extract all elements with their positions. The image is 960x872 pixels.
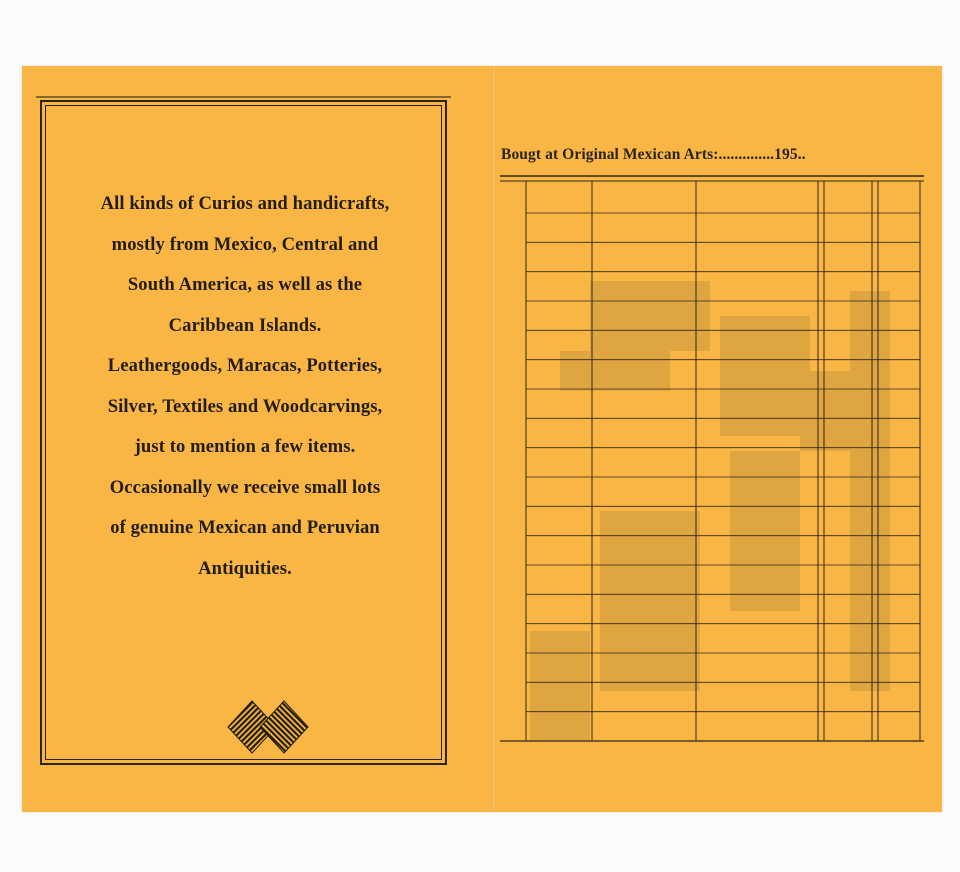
- text-line: Caribbean Islands.: [168, 314, 322, 336]
- faded-show-through-print: [530, 281, 890, 741]
- text-line: Silver, Textiles and Woodcarvings,: [107, 395, 383, 417]
- text-line: South America, as well as the: [127, 274, 363, 295]
- ghost-block: [530, 631, 590, 741]
- text-line: Antiquities.: [198, 557, 292, 579]
- text-line: mostly from Mexico, Central and: [111, 233, 379, 255]
- text-line: Leathergoods, Maracas, Potteries,: [107, 355, 383, 376]
- ghost-block: [590, 281, 710, 351]
- left-panel-border: [40, 100, 447, 765]
- left-panel-text: [70, 184, 420, 589]
- text-line: All kinds of Curios and handicrafts,: [100, 193, 390, 214]
- purchase-header: Bougt at Original Mexican Arts:..............195..: [501, 146, 806, 163]
- brochure-sheet: [22, 66, 942, 812]
- text-line: Occasionally we receive small lots: [109, 476, 381, 498]
- text-line: just to mention a few items.: [134, 436, 356, 457]
- ghost-block: [730, 451, 800, 611]
- ghost-block: [850, 291, 890, 691]
- ledger-grid: [500, 171, 928, 746]
- diamond-logo-icon: [226, 699, 312, 755]
- text-line: of genuine Mexican and Peruvian: [110, 517, 380, 538]
- fold-line: [492, 66, 496, 812]
- ghost-block: [600, 511, 700, 691]
- ghost-block: [560, 351, 670, 391]
